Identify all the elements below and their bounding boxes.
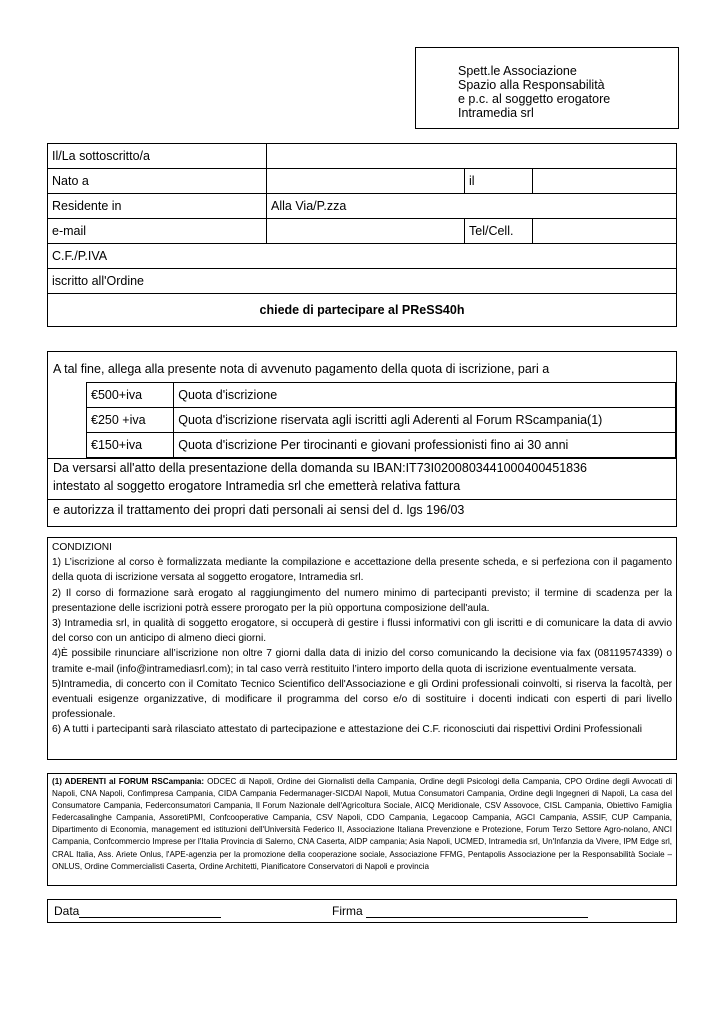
conditions-box xyxy=(47,537,677,760)
field-tel[interactable] xyxy=(533,219,677,244)
label-sottoscritto: Il/La sottoscritto/a xyxy=(48,144,267,169)
condition-2: 2) Il corso di formazione sarà erogato al raggiungimento del numero minimo di partecipanti previsto; il termine di scadenza per la presentazione delle iscrizioni potrà essere prorogato per la più opportuna composizione dell'aula. xyxy=(52,587,672,614)
quota-amount: €250 +iva xyxy=(87,408,174,433)
quota-option[interactable] xyxy=(87,408,676,433)
field-email[interactable] xyxy=(267,219,465,244)
label-il: il xyxy=(465,169,533,194)
signature-group xyxy=(332,904,588,918)
signature-line[interactable] xyxy=(366,905,588,918)
recipient-box xyxy=(415,47,679,129)
label-email: e-mail xyxy=(48,219,267,244)
date-line[interactable] xyxy=(79,905,221,918)
quota-amount: €500+iva xyxy=(87,383,174,408)
condition-3: 3) Intramedia srl, in qualità di soggetto erogatore, si occuperà di gestire i flussi informativi con gli iscritti e di comunicare la data di avvio del corso con un anticipo di almeno dieci giorni. xyxy=(52,618,672,645)
personal-data-table xyxy=(47,143,677,327)
date-group xyxy=(54,904,221,918)
label-via[interactable]: Alla Via/P.zza xyxy=(267,194,677,219)
request-text: chiede di partecipare al PReSS40h xyxy=(48,294,677,327)
condition-1: 1) L’iscrizione al corso è formalizzata mediante la compilazione e accettazione della presente scheda, e si perfeziona con il pagamento della quota di iscrizione versata al soggetto erogatore, Intramedia srl. xyxy=(52,557,672,584)
quota-desc: Quota d'iscrizione riservata agli iscritti agli Aderenti al Forum RScampania(1) xyxy=(174,408,676,433)
aderenti-box xyxy=(47,773,677,886)
aderenti-heading: (1) ADERENTI al FORUM RSCampania: xyxy=(52,777,205,786)
quota-amount: €150+iva xyxy=(87,433,174,458)
conditions-title: CONDIZIONI xyxy=(52,542,112,553)
quota-desc: Quota d'iscrizione xyxy=(174,383,676,408)
field-data-nascita[interactable] xyxy=(533,169,677,194)
signature-box xyxy=(47,899,677,923)
recipient-line: Intramedia srl xyxy=(458,106,534,120)
recipient-line: Spett.le Associazione xyxy=(458,64,577,78)
recipient-line: e p.c. al soggetto erogatore xyxy=(458,92,611,106)
signature-label: Firma xyxy=(332,904,363,918)
quota-section xyxy=(47,351,677,527)
label-residente: Residente in xyxy=(48,194,267,219)
quota-options-table xyxy=(86,382,676,458)
quota-option[interactable] xyxy=(87,383,676,408)
payment-iban: Da versarsi all'atto della presentazione della domanda su IBAN:IT73I0200803441000400451836 xyxy=(53,461,588,475)
quota-desc: Quota d'iscrizione Per tirocinanti e giovani professionisti fino ai 30 anni xyxy=(174,433,676,458)
condition-4: 4)È possibile rinunciare all’iscrizione non oltre 7 giorni dalla data di inizio del corso comunicando la decisione via fax (08119574339) o tramite e-mail (info@intramediasrl.com); in tal caso verrà restituito l’intero importo della quota di iscrizione eventualmente versata. xyxy=(52,648,672,675)
label-cf[interactable]: C.F./P.IVA xyxy=(48,244,677,269)
label-ordine[interactable]: iscritto all'Ordine xyxy=(48,269,677,294)
payment-intestato: intestato al soggetto erogatore Intramedia srl che emetterà relativa fattura xyxy=(53,479,461,493)
date-label: Data xyxy=(54,904,80,918)
field-sottoscritto[interactable] xyxy=(267,144,677,169)
condition-5: 5)Intramedia, di concerto con il Comitato Tecnico Scientifico dell'Associazione e gli Ordini professionali coinvolti, si riserva la facoltà, per eventuali esigenze organizzative, di modificare il programma del corso e/o di sostituire i docenti indicati con esperti di pari livello professionale. xyxy=(52,678,672,721)
aderenti-list: ODCEC di Napoli, Ordine dei Giornalisti della Campania, Ordine degli Psicologi della Campania, CPO Ordine degli Avvocati di Napoli, CNA Napoli, Confimpresa Campania, CIDA Campania Federmanager-SICDAI Napoli, Mutua Consumatori Campania, Ordine degli Ingegneri di Napoli, La casa del Consumatore Campania, Federconsumatori Campania, Il Forum Nazionale dell'Agricoltura Sociale, AICQ Meridionale, CSV Assovoce, CISL Campania, Obiettivo Famiglia Federcasalinghe Campania, AssoretiPMI, Confcooperative Campania, CSV Napoli, CDO Campania, Legacoop Campania, AGCI Campania, ASSIF, CUP Campania, Dipartimento di Economia, management ed istituzioni dell'Università Federico II, Associazione Italiana Prevenzione e Protezione, Forum Terzo Settore Agro-nolano, ANCI Campania, Confcommercio Imprese per l’Italia Provincia di Salerno, CNA Caserta, AIDP campania; Asia Napoli, UCMED, Intramedia srl, Un'Infanzia da Vivere, IPM Edge srl, CRAL Italia, Ass. Ariete Onlus, l'APE-agenzia per la promozione della cooperazione sociale, Associazione FFMG, Pentapolis Associazione per la Responsabilità Sociale – ONLUS, Ordine Commercialisti Caserta, Ordine Architetti, Pianificatore Conservatori di Napoli e provincia xyxy=(52,777,672,871)
privacy-authorization: e autorizza il trattamento dei propri dati personali ai sensi del d. lgs 196/03 xyxy=(53,503,465,517)
payment-info xyxy=(48,458,676,500)
quota-intro: A tal fine, allega alla presente nota di avvenuto pagamento della quota di iscrizione, pari a xyxy=(53,362,550,376)
field-luogo-nascita[interactable] xyxy=(267,169,465,194)
label-tel: Tel/Cell. xyxy=(465,219,533,244)
condition-6: 6) A tutti i partecipanti sarà rilasciato attestato di partecipazione e attestazione dei C.F. riconosciuti dai rispettivi Ordini Professionali xyxy=(52,724,643,736)
label-nato: Nato a xyxy=(48,169,267,194)
recipient-line: Spazio alla Responsabilità xyxy=(458,78,605,92)
aderenti-text xyxy=(52,776,672,873)
quota-option[interactable] xyxy=(87,433,676,458)
